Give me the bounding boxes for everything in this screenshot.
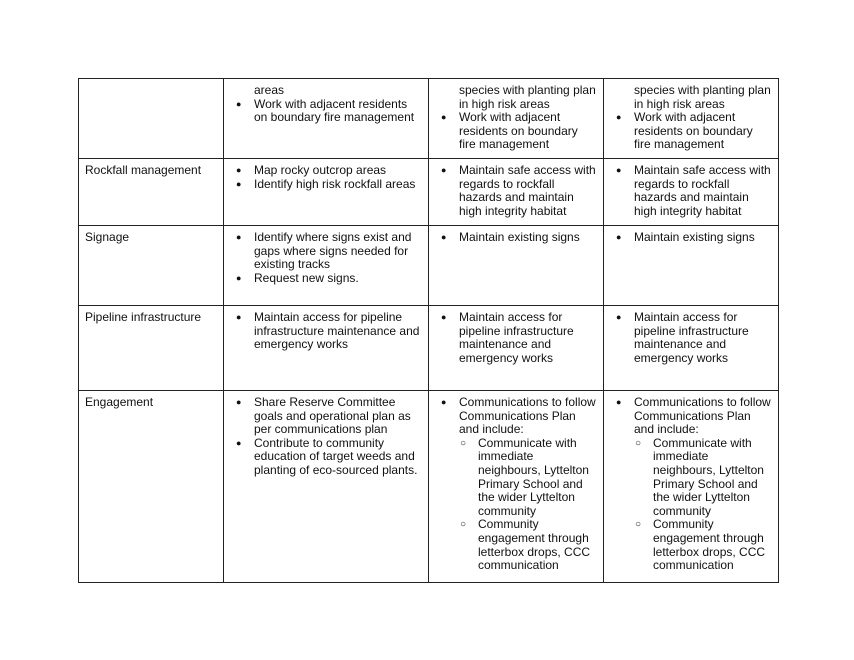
table-cell [429, 391, 604, 583]
bullet-list [435, 164, 597, 218]
list-item-text: Identify high risk rockfall areas [254, 176, 416, 191]
table-cell [604, 79, 779, 159]
table-cell [604, 226, 779, 306]
list-item [230, 272, 422, 286]
list-item [435, 84, 597, 111]
list-item [610, 164, 772, 218]
list-item [230, 396, 422, 437]
sub-list-item: ○ Community engagement through letterbox drops, CCC communication [459, 518, 597, 572]
sub-bullet-list [459, 437, 597, 573]
table-cell [604, 391, 779, 583]
list-item [230, 98, 422, 125]
row-label: Pipeline infrastructure [79, 306, 224, 391]
operations-plan-table [78, 78, 779, 583]
table-row [79, 79, 779, 159]
list-item-text: Maintain safe access with regards to rockfall hazards and maintain high integrity habitat [634, 163, 771, 218]
list-item [230, 84, 422, 98]
list-item [435, 231, 597, 245]
list-item [435, 396, 597, 573]
table-cell [604, 306, 779, 391]
list-item [230, 311, 422, 352]
table-cell [604, 159, 779, 226]
table-row [79, 226, 779, 306]
bullet-list [435, 231, 597, 245]
bullet-list [610, 84, 772, 152]
list-item-text: Share Reserve Committee goals and operational plan as per communications plan [254, 395, 411, 437]
table-cell [429, 306, 604, 391]
bullet-list [230, 231, 422, 285]
list-item-text: Maintain safe access with regards to rockfall hazards and maintain high integrity habitat [459, 163, 596, 218]
table-cell [429, 159, 604, 226]
list-item-text: Work with adjacent residents on boundary fire management [459, 110, 578, 152]
table-cell [224, 306, 429, 391]
bullet-list [435, 311, 597, 365]
list-item [230, 231, 422, 272]
list-item-text: Maintain access for pipeline infrastructure maintenance and emergency works [634, 310, 749, 365]
bullet-list [610, 164, 772, 218]
sub-list-item: ○ Community engagement through letterbox drops, CCC communication [634, 518, 772, 572]
table-cell [429, 79, 604, 159]
row-label [79, 79, 224, 159]
list-item [610, 396, 772, 573]
bullet-list [610, 311, 772, 365]
list-item-text: Communications to follow Communications Plan and include: [459, 395, 596, 437]
list-item-text: Maintain existing signs [459, 230, 580, 244]
list-item [610, 231, 772, 245]
list-item [435, 111, 597, 152]
list-item [610, 111, 772, 152]
table-cell [429, 226, 604, 306]
table-cell [224, 391, 429, 583]
row-label: Engagement [79, 391, 224, 583]
table-cell [224, 159, 429, 226]
bullet-list [230, 311, 422, 352]
sub-bullet-list [634, 437, 772, 573]
list-item-text: areas [254, 83, 285, 97]
list-item-text: Work with adjacent residents on boundary fire management [634, 110, 753, 152]
list-item-text: Maintain access for pipeline infrastructure maintenance and emergency works [459, 310, 574, 365]
bullet-list [610, 231, 772, 245]
row-label: Signage [79, 226, 224, 306]
list-item-text: Request new signs. [254, 270, 359, 285]
list-item [230, 437, 422, 478]
table-row [79, 306, 779, 391]
list-item [230, 164, 422, 178]
bullet-list [435, 84, 597, 152]
row-label: Rockfall management [79, 159, 224, 226]
list-item-text: species with planting plan in high risk areas [459, 83, 596, 111]
list-item-text: species with planting plan in high risk areas [634, 83, 771, 111]
list-item-text: Maintain existing signs [634, 230, 755, 244]
sub-list-item: ○ Communicate with immediate neighbours, Lyttelton Primary School and the wider Lyttelton community [634, 437, 772, 519]
list-item [610, 84, 772, 111]
list-item [435, 164, 597, 218]
table-cell [224, 79, 429, 159]
list-item-text: Work with adjacent residents on boundary fire management [254, 96, 415, 125]
list-item-text: Identify where signs exist and gaps where signs needed for existing tracks [254, 230, 412, 272]
bullet-list [610, 396, 772, 573]
bullet-list [230, 396, 422, 478]
list-item-text: Communications to follow Communications Plan and include: [634, 395, 771, 437]
bullet-list [230, 84, 422, 125]
list-item-text: Map rocky outcrop areas [254, 163, 387, 177]
sub-list-item: ○ Communicate with immediate neighbours, Lyttelton Primary School and the wider Lyttelton community [459, 437, 597, 519]
list-item [435, 311, 597, 365]
table-row [79, 159, 779, 226]
list-item [230, 178, 422, 192]
list-item-text: Contribute to community education of target weeds and planting of eco-sourced plants. [254, 435, 418, 477]
bullet-list [435, 396, 597, 573]
list-item-text: Maintain access for pipeline infrastructure maintenance and emergency works [254, 310, 420, 352]
table-cell [224, 226, 429, 306]
bullet-list [230, 164, 422, 191]
table-row [79, 391, 779, 583]
list-item [610, 311, 772, 365]
